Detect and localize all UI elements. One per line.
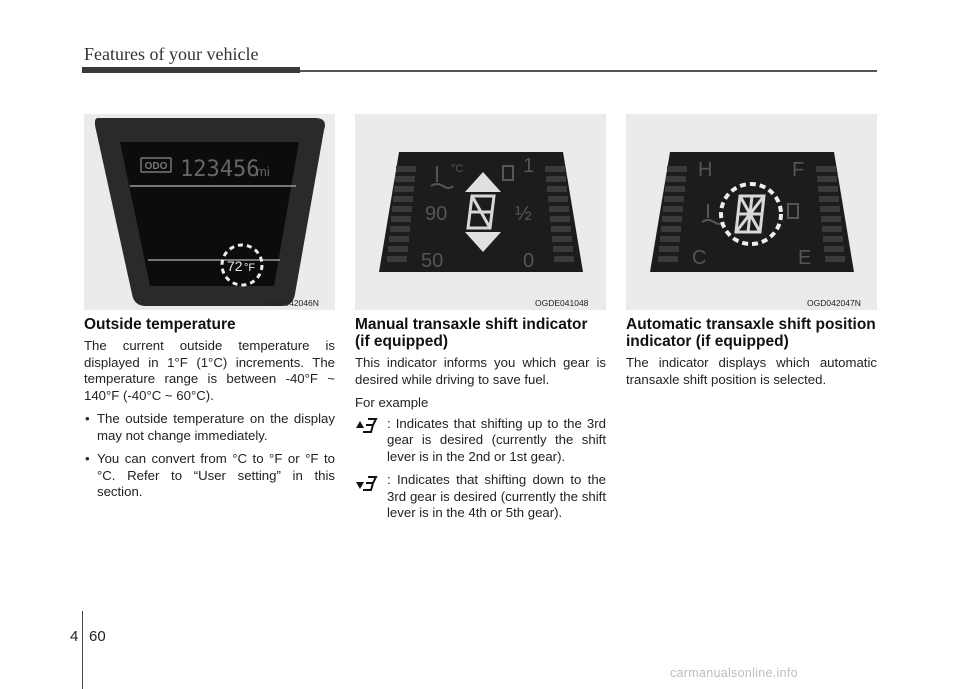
figure-outside-temperature [84,114,335,310]
bullet-item: • You can convert from °C to °F or °F to °C. Refer to “User setting” in this section. [84,451,335,501]
up-arrow-3-icon [355,416,379,434]
figure-automatic-shift-indicator [626,114,877,310]
example-label: For example [355,395,429,410]
section-heading: Automatic transaxle shift position indicator (if equipped) [626,316,876,350]
section-body: This indicator informs you which gear is desired while driving to save fuel. [355,355,606,387]
bullet-item: • The outside temperature on the display may not change immediately. [84,411,335,444]
header-rule [300,70,877,72]
down-arrow-3-icon [355,474,379,492]
gear-item-text: : Indicates that shifting up to the 3rd gear is desired (currently the shift lever is in the 2nd or 1st gear). [387,415,606,464]
fuel-half-label: ½ [515,203,532,225]
chapter-number: 4 [70,628,79,645]
figure-manual-shift-indicator [355,114,606,310]
odo-unit: mi [256,164,270,179]
fuel-full-label: F [792,159,805,181]
figure-code: OGD042047N [807,298,861,308]
header-title: Features of your vehicle [84,44,259,64]
section-automatic-shift [626,316,877,395]
section-heading: Manual transaxle shift indicator (if equipped) [355,316,588,350]
figure-code: OGD042046N [265,298,319,308]
header-bar [82,67,300,73]
gear-item-text: : Indicates that shifting down to the 3rd gear is desired (currently the shift lever is in the 4th or 5th gear). [387,472,606,520]
figure-code: OGDE041048 [535,298,589,308]
section-outside-temperature [84,316,335,508]
shift-position-digit-icon [736,196,764,232]
fuel-empty-label: E [798,247,812,269]
footer-divider [82,611,83,689]
section-heading: Outside temperature [84,316,236,333]
section-body: The indicator displays which automatic transaxle shift position is selected. [626,355,877,387]
watermark: carmanualsonline.info [670,666,798,680]
fuel-full-label: 1 [523,155,535,177]
odo-value: 123456 [180,157,260,182]
gear-item-up [355,416,606,466]
odo-label: ODO [144,161,168,172]
gear-item-down [355,472,606,522]
page-number: 60 [89,628,106,645]
temp-cold-label: C [692,247,707,269]
outside-temp-unit: °F [244,262,256,274]
temp-celsius-label: °C [451,163,464,175]
gauge-90-label: 90 [425,203,448,225]
temp-hot-label: H [698,159,713,181]
gauge-50-label: 50 [421,250,444,272]
section-manual-shift [355,316,606,529]
fuel-empty-label: 0 [523,250,535,272]
outside-temp-value: 72 [227,258,243,274]
section-body: The current outside temperature is displayed in 1°F (1°C) increments. The temperature range is between -40°F ~ 140°F (-40°C ~ 60°C). [84,338,335,403]
